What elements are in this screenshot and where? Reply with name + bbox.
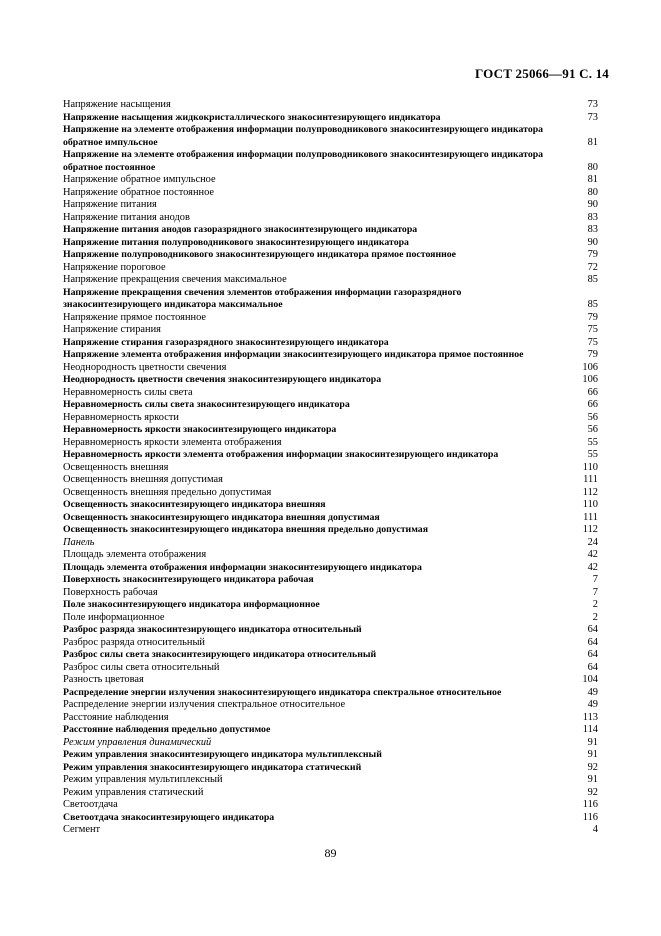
index-entry-term: Напряжение обратное импульсное [63,174,216,185]
index-entry-term: Распределение энергии излучения спектральное относительное [63,699,346,710]
index-entry-term: Освещенность знакосинтезирующего индикатора внешняя предельно допустимая [63,524,429,535]
index-entry [63,524,598,537]
index-entry-page: 73 [587,111,598,123]
index-entry-term: Освещенность внешняя предельно допустимая [63,486,272,498]
index-entry-page: 2 [592,599,598,610]
index-entry-page: 112 [582,486,598,498]
index-entry-page: 42 [587,549,598,560]
index-entry [63,724,598,737]
index-entry-term: Напряжение стирания газоразрядного знакосинтезирующего индикатора [63,336,389,348]
index-entry [63,549,598,562]
index-entry-term: Неравномерность силы света знакосинтезирующего индикатора [63,399,350,410]
index-entry-page: 79 [587,349,598,360]
index-entry-term: Неоднородность цветности свечения знакосинтезирующего индикатора [63,374,382,385]
index-entry-page: 7 [592,574,598,585]
index-entry-term: Напряжение обратное постоянное [63,186,215,198]
index-entry-term: Разность цветовая [63,674,144,685]
index-entry [63,424,598,437]
index-entry-term: Площадь элемента отображения информации знакосинтезирующего индикатора [63,561,422,573]
index-entry-page: 64 [587,661,598,673]
index-entry-term: Неравномерность силы света [63,386,193,398]
index-entry-page: 56 [587,411,598,423]
index-entry-term: Напряжение питания [63,199,157,210]
index-entry [63,449,598,462]
index-entry [63,499,598,512]
index-entry [63,374,598,387]
index-entry-page: 83 [587,224,598,235]
index-entry-page: 55 [587,449,598,460]
index-entry-page: 2 [592,611,598,623]
index-entry [63,212,598,225]
index-entry-page: 91 [587,774,598,785]
index-entry [63,362,598,375]
index-entry-page: 110 [582,461,598,473]
index-entry [63,812,598,825]
index-entry-page: 111 [583,474,598,485]
index-entry-page: 66 [587,386,598,398]
index-entry-page: 75 [587,324,598,335]
index-entry-page: 79 [587,249,598,260]
index-entry [63,699,598,712]
index-entry-term: Поле информационное [63,611,165,623]
index-entry [63,237,598,250]
index-entry-page: 111 [583,511,598,523]
index-entry [63,762,598,775]
index-entry-page: 7 [592,586,598,598]
index-entry-term: Напряжение насыщения жидкокристаллического знакосинтезирующего индикатора [63,111,441,123]
index-entry-term: Напряжение прекращения свечения максимальное [63,274,287,285]
page-number: 89 [324,846,337,860]
index-entry-page: 110 [582,499,598,510]
index-entry-term: Поверхность рабочая [63,586,158,598]
index-entry-page: 80 [587,161,598,173]
index-entry-page: 91 [587,749,598,760]
index-entry [63,649,598,662]
index-entry-term: Поле знакосинтезирующего индикатора информационное [63,599,320,610]
index-entry-page: 81 [587,136,598,148]
index-entry [63,587,598,600]
index-entry-term: Светоотдача [63,799,118,810]
index-entry-term: Напряжение пороговое [63,261,166,273]
index-entry-term: Режим управления знакосинтезирующего индикатора мультиплексный [63,749,382,760]
index-entry [63,399,598,412]
index-entry-page: 4 [592,824,598,835]
index-entry-page: 112 [582,524,598,535]
index-entry [63,512,598,525]
index-entry-page: 72 [587,261,598,273]
index-entry [63,437,598,450]
index-entry-page: 90 [587,236,598,248]
index-entry-term: Неравномерность яркости элемента отображения [63,436,282,448]
index-entry [63,574,598,587]
index-entry [63,99,598,112]
index-entry [63,124,598,149]
index-entry-term: Напряжение питания анодов газоразрядного знакосинтезирующего индикатора [63,224,418,235]
index-entry-page: 85 [587,299,598,310]
index-entry-term: Панель [63,536,95,548]
index-entry-page: 104 [582,674,598,685]
index-entry-term: Режим управления статический [63,786,204,798]
index-entry-term: Разброс силы света знакосинтезирующего индикатора относительный [63,649,377,660]
index-entry [63,199,598,212]
index-entry-term: Разброс разряда знакосинтезирующего индикатора относительный [63,624,362,635]
index-entry-term: Режим управления динамический [63,736,212,748]
index-entry-term: Поверхность знакосинтезирующего индикатора рабочая [63,574,314,585]
index-entry [63,662,598,675]
index-entry [63,249,598,262]
index-entry-page: 75 [587,336,598,348]
index-entry [63,224,598,237]
index-entry-term: Разброс силы света относительный [63,661,220,673]
index-entry-page: 106 [582,374,598,385]
index-entry-term: Неоднородность цветности свечения [63,361,227,373]
index-entry-page: 116 [582,811,598,823]
index-entry-term: Напряжение питания полупроводникового знакосинтезирующего индикатора [63,236,409,248]
index-entry-term: Светоотдача знакосинтезирующего индикатора [63,811,275,823]
index-entry [63,387,598,400]
index-entry-term: Неравномерность яркости [63,411,179,423]
index-entry [63,349,598,362]
index-entry-page: 116 [582,799,598,810]
index-entry [63,174,598,187]
index-entry [63,462,598,475]
index-entry-term: Напряжение насыщения [63,99,171,110]
index-entry [63,149,598,174]
index-entry [63,262,598,275]
index-entry [63,624,598,637]
index-entry-term: Напряжение на элементе отображения информации полупроводникового знакосинтезирующего индикатора обратное постоянное [63,149,544,173]
index-entry [63,687,598,700]
index-entry [63,712,598,725]
index-entry-page: 42 [587,561,598,573]
index-entry [63,637,598,650]
index-entry-page: 56 [587,424,598,435]
index-entry [63,474,598,487]
index-entry-term: Режим управления знакосинтезирующего индикатора статический [63,761,362,773]
index-entry [63,737,598,750]
index-entry [63,787,598,800]
index-entry-term: Напряжение питания анодов [63,211,190,223]
index-entry-page: 113 [582,711,598,723]
index-entry-page: 64 [587,624,598,635]
index-entry [63,487,598,500]
index-entry [63,537,598,550]
page-header: ГОСТ 25066—91 С. 14 [475,66,609,81]
index-entry-term: Напряжение элемента отображения информации знакосинтезирующего индикатора прямое постоянное [63,349,524,360]
index-entry-page: 85 [587,274,598,285]
index-entry-term: Освещенность знакосинтезирующего индикатора внешняя [63,499,326,510]
index-entry-term: Площадь элемента отображения [63,549,207,560]
index-entry-term: Освещенность внешняя [63,461,169,473]
index-entry [63,674,598,687]
index-entry-page: 79 [587,311,598,323]
index-entry [63,562,598,575]
index-entry-page: 91 [587,736,598,748]
index-entry-term: Сегмент [63,824,101,835]
index-entry-page: 64 [587,636,598,648]
index-entry-page: 49 [587,686,598,698]
index-entry-page: 64 [587,649,598,660]
index-entry [63,749,598,762]
index-entry-term: Распределение энергии излучения знакосинтезирующего индикатора спектральное относительное [63,686,502,698]
index-entry-term: Разброс разряда относительный [63,636,205,648]
index-entry [63,337,598,350]
index-entry-term: Освещенность знакосинтезирующего индикатора внешняя допустимая [63,511,380,523]
index-entry [63,799,598,812]
index-entry-page: 114 [582,724,598,735]
index-entry-term: Расстояние наблюдения [63,711,169,723]
index-entry-page: 92 [587,761,598,773]
index-entry [63,112,598,125]
index-entry [63,324,598,337]
index-entry-page: 83 [587,211,598,223]
index-entry [63,599,598,612]
index-entry-page: 66 [587,399,598,410]
index-entry [63,612,598,625]
index-entry-page: 73 [587,99,598,110]
index-entry-term: Неравномерность яркости элемента отображения информации знакосинтезирующего индикатора [63,449,499,460]
index-entry [63,274,598,287]
index-entry-term: Напряжение на элементе отображения информации полупроводникового знакосинтезирующего индикатора обратное импульсное [63,124,544,148]
index-entry-page: 90 [587,199,598,210]
index-entry-term: Режим управления мультиплексный [63,774,223,785]
index-entry [63,287,598,312]
index-entry [63,187,598,200]
index-entry-page: 24 [587,536,598,548]
index-entry-page: 55 [587,436,598,448]
index-entry [63,824,598,837]
term-index [63,99,598,837]
index-entry-term: Неравномерность яркости знакосинтезирующего индикатора [63,424,337,435]
index-entry-term: Освещенность внешняя допустимая [63,474,223,485]
index-entry-term: Напряжение стирания [63,324,161,335]
index-entry [63,312,598,325]
index-entry-term: Напряжение полупроводникового знакосинтезирующего индикатора прямое постоянное [63,249,456,260]
index-entry-term: Напряжение прямое постоянное [63,311,207,323]
index-entry-term: Расстояние наблюдения предельно допустимое [63,724,271,735]
index-entry-page: 106 [582,361,598,373]
index-entry [63,774,598,787]
index-entry-page: 81 [587,174,598,185]
index-entry-page: 92 [587,786,598,798]
index-entry-term: Напряжение прекращения свечения элементов отображения информации газоразрядного знакосинтезирующего индикатора максимальное [63,286,462,310]
index-entry-page: 80 [587,186,598,198]
index-entry-page: 49 [587,699,598,710]
index-entry [63,412,598,425]
